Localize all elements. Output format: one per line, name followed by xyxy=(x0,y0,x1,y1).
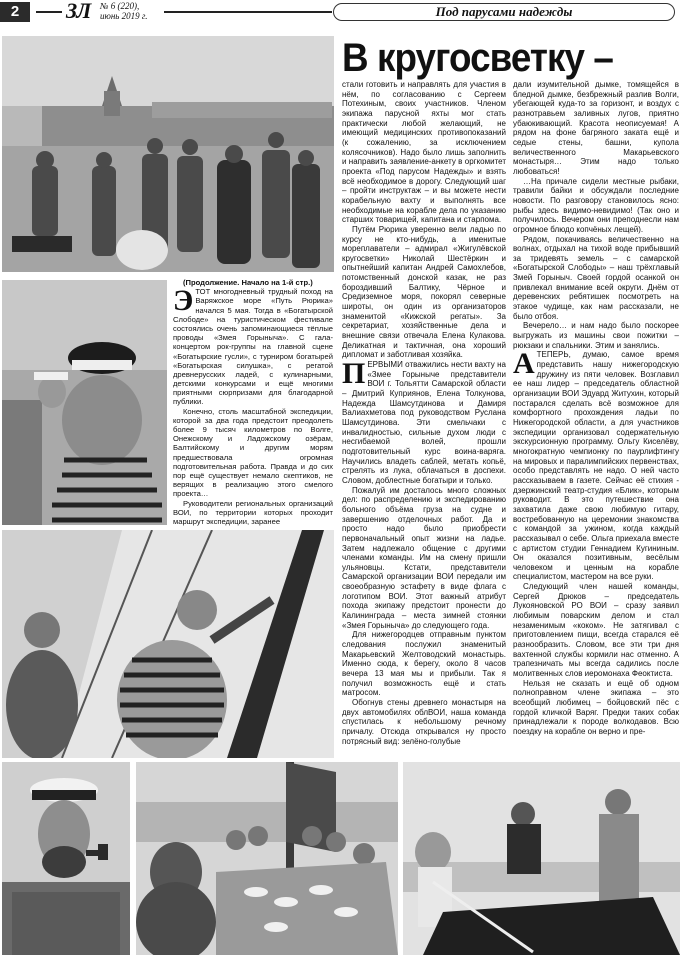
col3-paragraph-4: Вечерело… и нам надо было поскорее выгружать из машины свои пожитки – рюкзаки и спальники. Этим и занялись. xyxy=(513,321,679,350)
photo-captain-image xyxy=(2,762,130,955)
dropcap-a: А xyxy=(513,347,535,381)
photo-crew-meal xyxy=(136,762,398,955)
page-number: 2 xyxy=(0,2,30,22)
col2-paragraph-3 xyxy=(342,357,506,486)
col3-paragraph-5 xyxy=(513,347,680,582)
col3-paragraph-7: Нельзя не сказать и ещё об одном полноправном члене экипажа – это всеобщий любимец – бойцовский пёс с гордой кличкой Варяг. Предки таких собак принадлежали к породе волкодавов. Всю поездку на корабле он верно и пре- xyxy=(513,678,679,736)
col2-paragraph-6: Обогнув стены древнего монастыря на двух автомобилях облВОИ, наша команда спустилась к небольшому речному причалу. Отсюда открывался ну просто потрясный вид: зелёно-голубые xyxy=(342,698,506,746)
issue-number: № 6 (220), xyxy=(100,1,140,11)
col1-paragraph-1-text: ТОТ многодневный трудный поход на Варяжское море «Путь Рюрика» начался 5 мая. Тогда в «Богатырской Слободе» на туристическом фестивале состоялись очень запоминающиеся тёплые проводы «Змея Горыныча». С гала-концертом рок-группы на главной сцене «Богатырские гусли», с турниром богатырей «Богатырская силушка», с регатой древнерусских ладей, с кулинарными, детскими конкурсами и ещё многими приятными сюрпризами для благодарной публики. xyxy=(173,287,333,407)
continuation-note: (Продолжение. Начало на 1-й стр.) xyxy=(183,278,313,287)
header-rule-left xyxy=(36,11,62,13)
newspaper-logo: ЗЛ xyxy=(66,0,91,23)
col2-paragraph-5: Для нижегородцев отправным пунктом следования послужил знаменитый Макарьевский Желтоводский монастырь. Именно сюда, к берегу, около 8 часов вечера 13 мая мы и прибыли. Так я получил возможность ещё и стать матросом. xyxy=(342,630,506,698)
col1-paragraph-2: Конечно, столь масштабной экспедиции, которой за два года предстоит преодолеть более 9 тысяч километров по Волге, Онежскому и Ладожскому озёрам, Балтийскому и другим морям предшествовала огромная подготовительная работа. Правда и до сих пор ещё существует немало скептиков, не верящих в реализацию этого смелого проекта… xyxy=(173,406,333,499)
photo-sail-crew xyxy=(2,530,334,758)
page-header xyxy=(0,0,680,24)
issue-info xyxy=(100,1,148,21)
section-title: Под парусами надежды xyxy=(333,3,675,21)
dropcap-e: Э xyxy=(173,284,194,318)
article-column-1 xyxy=(173,278,333,528)
col1-paragraph-1 xyxy=(173,284,333,407)
col2-paragraph-2: Путём Рюрика уверенно вели ладью по курсу не кто-нибудь, а именитые мореплаватели – адмирал «Жигулёвской кругосветки» Николай Шестёркин и опытнейший капитан Андрей Самохлебов, потомственный донской казак, не раз бороздивший Балтику, Чёрное и Средиземное моря, покорял северные широты, он один из организаторов знаменитой «Кижской регаты». За секретариат, хозяйственные дела и внешние связи отвечала Елена Кулакова. Деликатная и тактичная, она хороший дипломат и заботливая хозяйка. xyxy=(342,224,506,360)
photo-sailor xyxy=(2,280,167,525)
col2-paragraph-1: стали готовить и направлять для участия в нём, по согласованию с Сергеем Потехиным, своих участников. Членом экипажа парусной яхты мог стать практически любой желающий, не имеющий медицинских противопоказаний (к сожалению, за исключением колясочников). Надо было лишь заполнить и направить заявление-анкету в оргкомитет проекта «Под парусом Надежды» и взять всё необходимое в дорогу. Следующий шаг – пройти инструктаж – и вы можете нести корабельную вахту и выполнять все необходимые на корабле дела по указанию старших товарищей, капитана и старпома. xyxy=(342,80,506,225)
photo-captain xyxy=(2,762,130,955)
col3-paragraph-1: дали изумительной дымке, томящейся в бледной дымке, безбрежный разлив Волги, убегающей куда-то за горизонт, и воздух с разнотравьем заливных лугов, приятно убаюкивающий. Красота неописуемая! А рядом на фоне багряного заката ещё и седые стены, башни, купола величественного Макарьевского монастыря… Этим надо только любоваться! xyxy=(513,80,679,176)
photo-warriors-deck-image xyxy=(403,762,680,955)
col2-paragraph-4: Пожалуй им досталось много сложных дел: по распределению и экспедированию больного объёма груза на судне и завершению отделочных работ. Да и просто надо было приобрести первоначальный опыт жизни на ладье. Затем надлежало общение с другими членами команды. Им на смену пришли ульяновцы. Кстати, представители Самарской организации ВОИ передали им своеобразную эстафету в виде флага с логотипом ВОИ. Этот важный атрибут похода экипажу предстоит пронести до Калининграда – места зимней стоянки «Змея Горыныча» до следующего года. xyxy=(342,485,506,630)
article-column-2 xyxy=(342,80,506,756)
col1-paragraph-3: Руководители региональных организаций ВОИ, по территории которых проходит маршрут экспедиции, заранее xyxy=(173,498,333,526)
col3-paragraph-6: Следующий член нашей команды, Сергей Дрюков – председатель Лукояновской РО ВОИ – сразу заявил любимым поварским делом и стал незаменимым «коком». Не затягивал с приготовлением пищи, всегда старался её разнообразить. Словом, все эти три дня вахтенной службы кормили нас отменно. А трапезничать мы всегда садились после молитвенных слов иеромонаха Феоктиста. xyxy=(513,582,679,679)
article-headline: В кругосветку – xyxy=(342,36,613,80)
photo-crew-meal-image xyxy=(136,762,398,955)
header-rule-mid xyxy=(164,11,332,13)
photo-group-kremlin-image xyxy=(2,36,334,272)
issue-date: июнь 2019 г. xyxy=(100,11,148,21)
dropcap-p: П xyxy=(342,357,366,391)
photo-group-kremlin xyxy=(2,36,334,272)
photo-sailor-image xyxy=(2,280,167,525)
article-column-3 xyxy=(513,80,679,756)
col3-paragraph-3: Рядом, покачиваясь величественно на волнах, отдыхал на тихой воде прибывший за тридевять земель – с самарской «Богатырской Слободы» – наш трёхглавый Змей Горыныч. Своей гордой осанкой он привлекал внимание всей округи. Днём от деревенских ребятишек посмотреть на этакое чудище, как нам рассказали, не было отбоя. xyxy=(513,234,679,321)
photo-warriors-deck xyxy=(403,762,680,955)
photo-sail-crew-image xyxy=(2,530,334,758)
col3-paragraph-2: …На причале сидели местные рыбаки, травили байки и обсуждали последние новости. По разговору становилось ясно: рыбы здесь видимо-невидимо! (Так оно и получилось. Вечером они преподнесли нам огромное блюдо копчёных лещей). xyxy=(513,176,679,234)
col2-paragraph-3-text: ЕРВЫМИ отважились нести вахту на «Змее Горыныче представители ВОИ г. Тольятти Самарской области – Дмитрий Куприянов, Елена Толкунова, Надежда Шамсутдинова и Дамиря Валиахметова под руководством Руслана Шамсутдинова. Эти смельчаки с инвалидностью, сильные духом люди с несгибаемой волей, прошли подготовительный курс воина-варяга. Научились владеть саблей, метать копьё, стрелять из лука, облачаться в доспехи. Словом, доблестные богатыри и только. xyxy=(342,360,506,485)
col3-paragraph-5-text: ТЕПЕРЬ, думаю, самое время представить нашу нижегородскую дружину из пяти человек. Возглавил ее наш лидер – председатель областной организации ВОИ Эдуард Житухин, который постарался сделать всё возможное для комфортного прохождения ладьи по Нижегородской области, а для участников экспедиции организовал содержательную экскурсионную программу. Ольгу Киселёву, многократную чемпионку по паурлифтингу на мировых и паралимпийских первенствах, особо представлять не надо. О ней часто рассказываем в газете. Сейчас её стихия - дзержинский театр-студия «Блик», которым руководит. В это путешествие она захватила даже свою любимую гитару, востребованную на церемонии знакомства с командой за ужином, когда каждый рассказывал о себе. Ольга приехала вместе с артистом студии Геннадием Кугининым. Он оказался позитивным, весёлым человеком и ценным на корабле специалистом, мастером на все руки. xyxy=(513,350,680,582)
